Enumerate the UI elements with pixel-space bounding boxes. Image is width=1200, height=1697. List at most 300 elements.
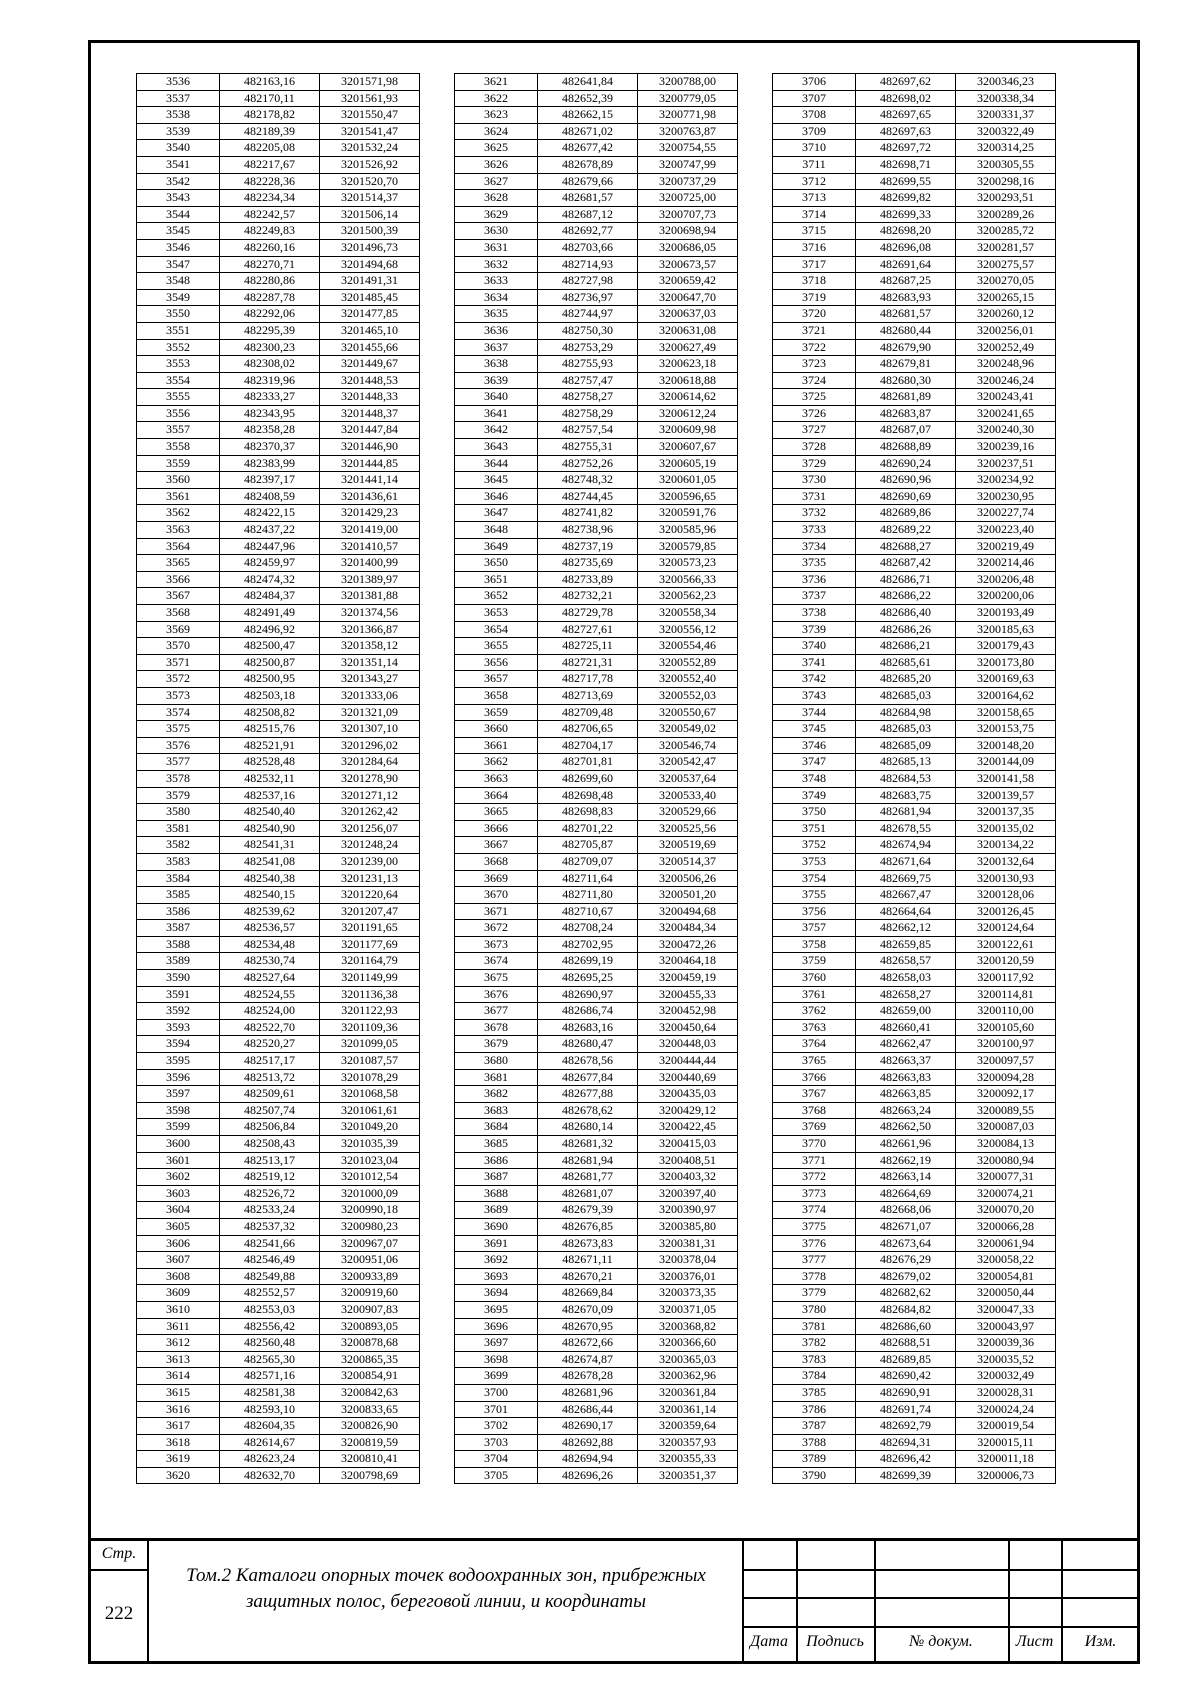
x-coordinate-cell: 482695,25 [538,970,638,987]
point-number-cell: 3571 [137,654,220,671]
x-coordinate-cell: 482733,89 [538,571,638,588]
point-number-cell: 3569 [137,621,220,638]
table-row [773,555,1056,572]
x-coordinate-cell: 482672,66 [538,1335,638,1352]
x-coordinate-cell: 482541,08 [220,853,320,870]
point-number-cell: 3785 [773,1384,856,1401]
table-row [137,887,420,904]
x-coordinate-cell: 482604,35 [220,1418,320,1435]
point-number-cell: 3605 [137,1218,220,1235]
x-coordinate-cell: 482534,48 [220,936,320,953]
x-coordinate-cell: 482524,00 [220,1003,320,1020]
x-coordinate-cell: 482581,38 [220,1384,320,1401]
table-row [455,439,738,456]
x-coordinate-cell: 482697,63 [856,123,956,140]
y-coordinate-cell: 3201526,92 [320,156,420,173]
table-row [773,1019,1056,1036]
x-coordinate-cell: 482500,95 [220,671,320,688]
point-number-cell: 3613 [137,1351,220,1368]
table-row [773,289,1056,306]
point-number-cell: 3688 [455,1185,538,1202]
x-coordinate-cell: 482681,32 [538,1136,638,1153]
y-coordinate-cell: 3201149,99 [320,970,420,987]
y-coordinate-cell: 3201571,98 [320,74,420,91]
point-number-cell: 3709 [773,123,856,140]
x-coordinate-cell: 482270,71 [220,256,320,273]
y-coordinate-cell: 3200185,63 [956,621,1056,638]
y-coordinate-cell: 3201191,65 [320,920,420,937]
y-coordinate-cell: 3200074,21 [956,1185,1056,1202]
point-number-cell: 3784 [773,1368,856,1385]
x-coordinate-cell: 482678,89 [538,156,638,173]
point-number-cell: 3621 [455,74,538,91]
point-number-cell: 3576 [137,737,220,754]
table-row [455,588,738,605]
point-number-cell: 3661 [455,737,538,754]
point-number-cell: 3594 [137,1036,220,1053]
y-coordinate-cell: 3200141,58 [956,770,1056,787]
table-row [455,1102,738,1119]
point-number-cell: 3780 [773,1301,856,1318]
table-row [773,1451,1056,1468]
table-row [455,1384,738,1401]
point-number-cell: 3789 [773,1451,856,1468]
point-number-cell: 3627 [455,173,538,190]
table-row [137,1467,420,1484]
x-coordinate-cell: 482260,16 [220,239,320,256]
point-number-cell: 3607 [137,1252,220,1269]
y-coordinate-cell: 3200357,93 [638,1434,738,1451]
point-number-cell: 3775 [773,1218,856,1235]
x-coordinate-cell: 482692,88 [538,1434,638,1451]
x-coordinate-cell: 482669,84 [538,1285,638,1302]
point-number-cell: 3674 [455,953,538,970]
x-coordinate-cell: 482593,10 [220,1401,320,1418]
y-coordinate-cell: 3200331,37 [956,107,1056,124]
y-coordinate-cell: 3201455,66 [320,339,420,356]
y-coordinate-cell: 3200110,00 [956,1003,1056,1020]
point-number-cell: 3565 [137,555,220,572]
y-coordinate-cell: 3200028,31 [956,1384,1056,1401]
point-number-cell: 3692 [455,1252,538,1269]
table-row [773,1036,1056,1053]
x-coordinate-cell: 482447,96 [220,538,320,555]
table-row [455,953,738,970]
x-coordinate-cell: 482474,32 [220,571,320,588]
point-number-cell: 3642 [455,422,538,439]
x-coordinate-cell: 482459,97 [220,555,320,572]
point-number-cell: 3662 [455,754,538,771]
x-coordinate-cell: 482750,30 [538,322,638,339]
table-row [773,1218,1056,1235]
table-row [455,1119,738,1136]
table-row [455,837,738,854]
y-coordinate-cell: 3201374,56 [320,605,420,622]
x-coordinate-cell: 482698,02 [856,90,956,107]
point-number-cell: 3744 [773,704,856,721]
x-coordinate-cell: 482540,40 [220,804,320,821]
y-coordinate-cell: 3200533,40 [638,787,738,804]
point-number-cell: 3595 [137,1053,220,1070]
y-coordinate-cell: 3201068,58 [320,1086,420,1103]
point-number-cell: 3556 [137,405,220,422]
y-coordinate-cell: 3200050,44 [956,1285,1056,1302]
x-coordinate-cell: 482748,32 [538,472,638,489]
table-row [455,173,738,190]
x-coordinate-cell: 482681,94 [538,1152,638,1169]
x-coordinate-cell: 482741,82 [538,505,638,522]
y-coordinate-cell: 3201343,27 [320,671,420,688]
x-coordinate-cell: 482517,17 [220,1053,320,1070]
x-coordinate-cell: 482234,34 [220,190,320,207]
y-coordinate-cell: 3200637,03 [638,306,738,323]
x-coordinate-cell: 482546,49 [220,1252,320,1269]
y-coordinate-cell: 3201061,61 [320,1102,420,1119]
table-row [773,422,1056,439]
y-coordinate-cell: 3200607,67 [638,439,738,456]
x-coordinate-cell: 482729,78 [538,605,638,622]
x-coordinate-cell: 482686,40 [856,605,956,622]
table-row [455,522,738,539]
x-coordinate-cell: 482663,85 [856,1086,956,1103]
point-number-cell: 3724 [773,372,856,389]
x-coordinate-cell: 482752,26 [538,455,638,472]
point-number-cell: 3628 [455,190,538,207]
y-coordinate-cell: 3201122,93 [320,1003,420,1020]
table-row [773,339,1056,356]
table-row [773,671,1056,688]
point-number-cell: 3665 [455,804,538,821]
x-coordinate-cell: 482697,72 [856,140,956,157]
x-coordinate-cell: 482683,16 [538,1019,638,1036]
y-coordinate-cell: 3201500,39 [320,223,420,240]
coordinates-table-3 [772,73,1056,1484]
point-number-cell: 3730 [773,472,856,489]
y-coordinate-cell: 3200878,68 [320,1335,420,1352]
point-number-cell: 3704 [455,1451,538,1468]
y-coordinate-cell: 3200546,74 [638,737,738,754]
table-row [455,1218,738,1235]
x-coordinate-cell: 482735,69 [538,555,638,572]
y-coordinate-cell: 3201351,14 [320,654,420,671]
y-coordinate-cell: 3201278,90 [320,770,420,787]
x-coordinate-cell: 482688,27 [856,538,956,555]
x-coordinate-cell: 482242,57 [220,206,320,223]
point-number-cell: 3702 [455,1418,538,1435]
y-coordinate-cell: 3200390,97 [638,1202,738,1219]
y-coordinate-cell: 3201271,12 [320,787,420,804]
point-number-cell: 3752 [773,837,856,854]
x-coordinate-cell: 482658,27 [856,986,956,1003]
x-coordinate-cell: 482249,83 [220,223,320,240]
table-row [137,1235,420,1252]
table-row [137,837,420,854]
table-row [455,770,738,787]
point-number-cell: 3707 [773,90,856,107]
table-row [455,239,738,256]
table-row [137,1086,420,1103]
y-coordinate-cell: 3200227,74 [956,505,1056,522]
y-coordinate-cell: 3200378,04 [638,1252,738,1269]
y-coordinate-cell: 3201436,61 [320,488,420,505]
x-coordinate-cell: 482669,75 [856,870,956,887]
table-row [773,256,1056,273]
table-row [137,1069,420,1086]
table-row [455,140,738,157]
point-number-cell: 3712 [773,173,856,190]
point-number-cell: 3584 [137,870,220,887]
table-row [773,1418,1056,1435]
y-coordinate-cell: 3200566,33 [638,571,738,588]
y-coordinate-cell: 3200444,44 [638,1053,738,1070]
point-number-cell: 3684 [455,1119,538,1136]
x-coordinate-cell: 482484,37 [220,588,320,605]
x-coordinate-cell: 482659,00 [856,1003,956,1020]
table-row [773,770,1056,787]
y-coordinate-cell: 3200219,49 [956,538,1056,555]
y-coordinate-cell: 3200338,34 [956,90,1056,107]
y-coordinate-cell: 3200128,06 [956,887,1056,904]
table-row [773,571,1056,588]
point-number-cell: 3710 [773,140,856,157]
table-row [773,173,1056,190]
y-coordinate-cell: 3200501,20 [638,887,738,904]
table-row [455,1019,738,1036]
x-coordinate-cell: 482228,36 [220,173,320,190]
point-number-cell: 3582 [137,837,220,854]
point-number-cell: 3753 [773,853,856,870]
x-coordinate-cell: 482686,44 [538,1401,638,1418]
point-number-cell: 3549 [137,289,220,306]
point-number-cell: 3599 [137,1119,220,1136]
x-coordinate-cell: 482683,93 [856,289,956,306]
x-coordinate-cell: 482408,59 [220,488,320,505]
y-coordinate-cell: 3200542,47 [638,754,738,771]
point-number-cell: 3693 [455,1268,538,1285]
y-coordinate-cell: 3201381,88 [320,588,420,605]
y-coordinate-cell: 3200114,81 [956,986,1056,1003]
table-row [137,190,420,207]
point-number-cell: 3781 [773,1318,856,1335]
y-coordinate-cell: 3200623,18 [638,356,738,373]
point-number-cell: 3760 [773,970,856,987]
point-number-cell: 3667 [455,837,538,854]
x-coordinate-cell: 482556,42 [220,1318,320,1335]
table-row [455,1202,738,1219]
x-coordinate-cell: 482696,08 [856,239,956,256]
table-row [137,654,420,671]
point-number-cell: 3603 [137,1185,220,1202]
y-coordinate-cell: 3200173,80 [956,654,1056,671]
point-number-cell: 3694 [455,1285,538,1302]
table-row [137,804,420,821]
y-coordinate-cell: 3200158,65 [956,704,1056,721]
point-number-cell: 3618 [137,1434,220,1451]
table-row [137,455,420,472]
x-coordinate-cell: 482683,87 [856,405,956,422]
table-row [455,256,738,273]
table-row [137,1169,420,1186]
table-row [137,1418,420,1435]
x-coordinate-cell: 482699,82 [856,190,956,207]
x-coordinate-cell: 482758,29 [538,405,638,422]
y-coordinate-cell: 3200725,00 [638,190,738,207]
point-number-cell: 3639 [455,372,538,389]
table-row [773,853,1056,870]
x-coordinate-cell: 482397,17 [220,472,320,489]
y-coordinate-cell: 3200066,28 [956,1218,1056,1235]
table-row [455,405,738,422]
table-row [455,422,738,439]
point-number-cell: 3697 [455,1335,538,1352]
point-number-cell: 3695 [455,1301,538,1318]
point-number-cell: 3782 [773,1335,856,1352]
y-coordinate-cell: 3200355,33 [638,1451,738,1468]
y-coordinate-cell: 3200134,22 [956,837,1056,854]
x-coordinate-cell: 482698,48 [538,787,638,804]
point-number-cell: 3729 [773,455,856,472]
y-coordinate-cell: 3200285,72 [956,223,1056,240]
table-row [137,505,420,522]
y-coordinate-cell: 3200763,87 [638,123,738,140]
point-number-cell: 3732 [773,505,856,522]
y-coordinate-cell: 3200006,73 [956,1467,1056,1484]
y-coordinate-cell: 3200365,03 [638,1351,738,1368]
x-coordinate-cell: 482685,03 [856,687,956,704]
point-number-cell: 3564 [137,538,220,555]
table-row [137,273,420,290]
point-number-cell: 3751 [773,820,856,837]
table-row [455,107,738,124]
y-coordinate-cell: 3200686,05 [638,239,738,256]
table-row [137,770,420,787]
table-row [137,538,420,555]
point-number-cell: 3611 [137,1318,220,1335]
x-coordinate-cell: 482690,42 [856,1368,956,1385]
point-number-cell: 3703 [455,1434,538,1451]
point-number-cell: 3655 [455,638,538,655]
table-row [773,1069,1056,1086]
y-coordinate-cell: 3201410,57 [320,538,420,555]
table-row [773,754,1056,771]
point-number-cell: 3557 [137,422,220,439]
table-row [137,754,420,771]
x-coordinate-cell: 482757,47 [538,372,638,389]
x-coordinate-cell: 482539,62 [220,903,320,920]
table-row [455,1351,738,1368]
point-number-cell: 3656 [455,654,538,671]
y-coordinate-cell: 3201494,68 [320,256,420,273]
x-coordinate-cell: 482691,64 [856,256,956,273]
table-row [773,239,1056,256]
y-coordinate-cell: 3200139,57 [956,787,1056,804]
x-coordinate-cell: 482699,55 [856,173,956,190]
y-coordinate-cell: 3200596,65 [638,488,738,505]
x-coordinate-cell: 482509,61 [220,1086,320,1103]
table-row [137,173,420,190]
y-coordinate-cell: 3200990,18 [320,1202,420,1219]
point-number-cell: 3648 [455,522,538,539]
point-number-cell: 3543 [137,190,220,207]
y-coordinate-cell: 3200854,91 [320,1368,420,1385]
y-coordinate-cell: 3201550,47 [320,107,420,124]
y-coordinate-cell: 3200788,00 [638,74,738,91]
x-coordinate-cell: 482663,37 [856,1053,956,1070]
x-coordinate-cell: 482727,61 [538,621,638,638]
table-row [773,1252,1056,1269]
x-coordinate-cell: 482533,24 [220,1202,320,1219]
x-coordinate-cell: 482295,39 [220,322,320,339]
table-row [455,1335,738,1352]
y-coordinate-cell: 3200631,08 [638,322,738,339]
table-row [137,339,420,356]
y-coordinate-cell: 3200256,01 [956,322,1056,339]
point-number-cell: 3786 [773,1401,856,1418]
table-row [773,804,1056,821]
y-coordinate-cell: 3200265,15 [956,289,1056,306]
table-row [455,372,738,389]
x-coordinate-cell: 482560,48 [220,1335,320,1352]
point-number-cell: 3722 [773,339,856,356]
title-block [91,1538,1137,1661]
x-coordinate-cell: 482674,94 [856,837,956,854]
y-coordinate-cell: 3201109,36 [320,1019,420,1036]
point-number-cell: 3723 [773,356,856,373]
table-row [773,156,1056,173]
table-row [455,853,738,870]
table-row [455,970,738,987]
x-coordinate-cell: 482205,08 [220,140,320,157]
point-number-cell: 3750 [773,804,856,821]
y-coordinate-cell: 3200558,34 [638,605,738,622]
point-number-cell: 3790 [773,1467,856,1484]
point-number-cell: 3683 [455,1102,538,1119]
y-coordinate-cell: 3200117,92 [956,970,1056,987]
point-number-cell: 3601 [137,1152,220,1169]
x-coordinate-cell: 482717,78 [538,671,638,688]
x-coordinate-cell: 482680,14 [538,1119,638,1136]
y-coordinate-cell: 3200097,57 [956,1053,1056,1070]
point-number-cell: 3567 [137,588,220,605]
point-number-cell: 3765 [773,1053,856,1070]
x-coordinate-cell: 482690,69 [856,488,956,505]
table-row [773,1119,1056,1136]
point-number-cell: 3643 [455,439,538,456]
y-coordinate-cell: 3200549,02 [638,721,738,738]
point-number-cell: 3624 [455,123,538,140]
y-coordinate-cell: 3200612,24 [638,405,738,422]
table-row [455,721,738,738]
x-coordinate-cell: 482670,21 [538,1268,638,1285]
y-coordinate-cell: 3201136,38 [320,986,420,1003]
point-number-cell: 3728 [773,439,856,456]
table-row [773,356,1056,373]
x-coordinate-cell: 482744,45 [538,488,638,505]
point-number-cell: 3585 [137,887,220,904]
point-number-cell: 3616 [137,1401,220,1418]
y-coordinate-cell: 3200415,03 [638,1136,738,1153]
table-row [137,671,420,688]
x-coordinate-cell: 482699,33 [856,206,956,223]
x-coordinate-cell: 482738,96 [538,522,638,539]
point-number-cell: 3602 [137,1169,220,1186]
point-number-cell: 3764 [773,1036,856,1053]
point-number-cell: 3590 [137,970,220,987]
point-number-cell: 3767 [773,1086,856,1103]
x-coordinate-cell: 482702,95 [538,936,638,953]
x-coordinate-cell: 482686,22 [856,588,956,605]
x-coordinate-cell: 482699,19 [538,953,638,970]
